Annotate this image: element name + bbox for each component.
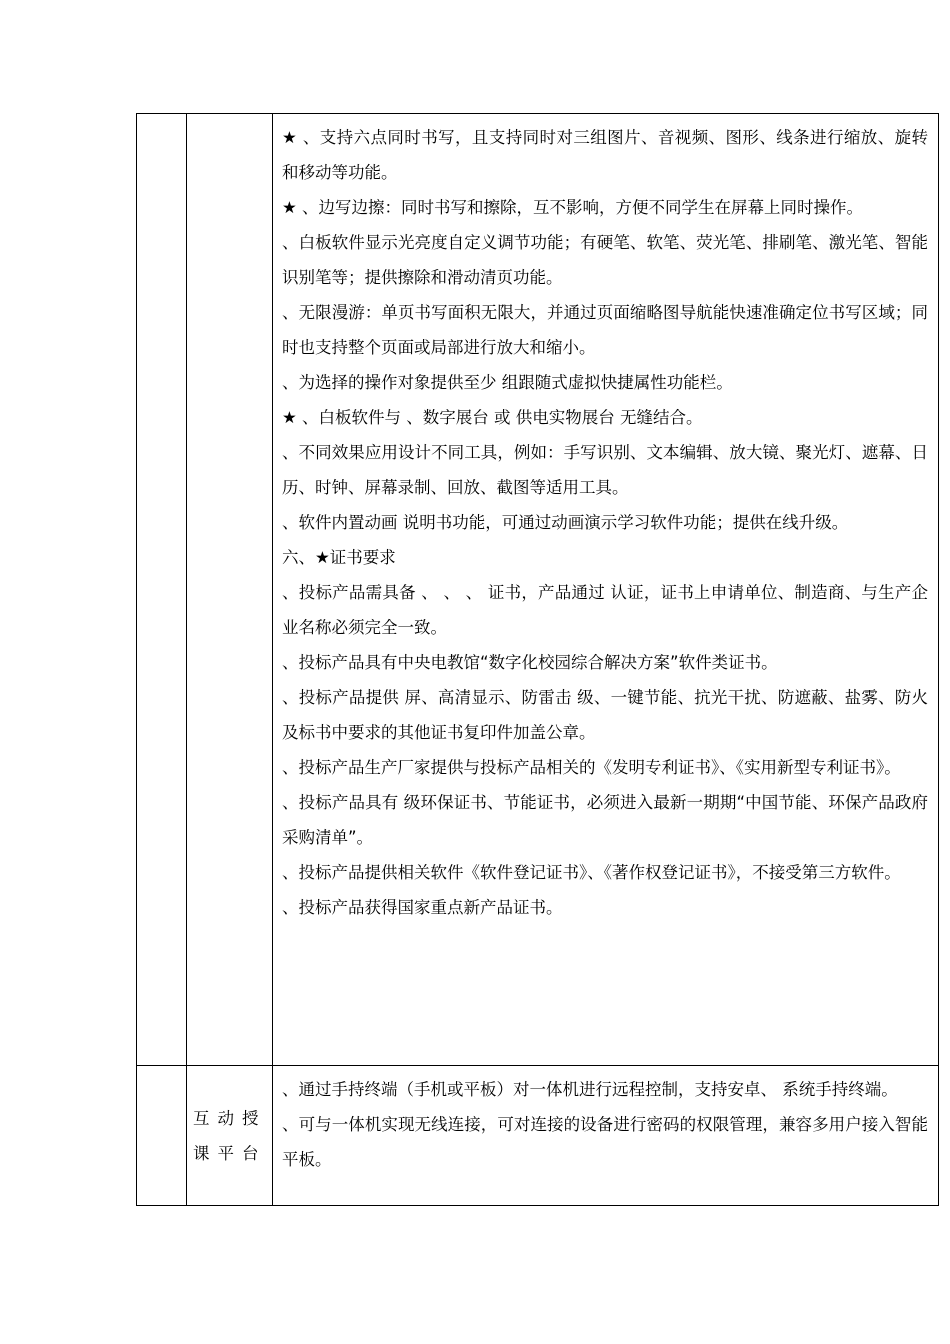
requirement-item: 、不同效果应用设计不同工具，例如：手写识别、文本编辑、放大镜、聚光灯、遮幕、日历、时钟、屏幕录制、回放、截图等适用工具。 — [282, 443, 928, 497]
requirement-cell — [273, 114, 939, 1066]
requirement-item: 、投标产品提供相关软件《软件登记证书》、《著作权登记证书》，不接受第三方软件。 — [282, 863, 901, 882]
requirement-item: 、无限漫游：单页书写面积无限大，并通过页面缩略图导航能快速准确定位书写区域；同时也支持整个页面或局部进行放大和缩小。 — [282, 303, 928, 357]
index-cell — [137, 114, 187, 1066]
requirement-item: 、为选择的操作对象提供至少 组跟随式虚拟快捷属性功能栏。 — [282, 373, 733, 392]
requirement-item: 、投标产品具有中央电教馆“数字化校园综合解决方案”软件类证书。 — [282, 653, 778, 672]
category-cell — [187, 1066, 273, 1206]
requirement-item: ★ 、白板软件与 、数字展台 或 供电实物展台 无缝结合。 — [282, 408, 703, 427]
index-cell — [137, 1066, 187, 1206]
requirement-item: 、投标产品提供 屏、高清显示、防雷击 级、一键节能、抗光干扰、防遮蔽、盐雾、防火及标书中要求的其他证书复印件加盖公章。 — [282, 688, 928, 742]
requirement-item: ★ 、支持六点同时书写，且支持同时对三组图片、音视频、图形、线条进行缩放、旋转和移动等功能。 — [282, 128, 928, 182]
requirement-item: 、投标产品生产厂家提供与投标产品相关的《发明专利证书》、《实用新型专利证书》。 — [282, 758, 901, 777]
table-row-whiteboard-software — [137, 114, 939, 1066]
table-row-interactive-platform — [137, 1066, 939, 1206]
spec-table — [136, 113, 939, 1206]
category-label: 互动授课平台 — [193, 1108, 267, 1163]
requirement-item: 、白板软件显示光亮度自定义调节功能；有硬笔、软笔、荧光笔、排刷笔、激光笔、智能识别笔等；提供擦除和滑动清页功能。 — [282, 233, 928, 287]
requirement-item: ★ 、边写边擦：同时书写和擦除，互不影响，方便不同学生在屏幕上同时操作。 — [282, 198, 864, 217]
requirement-item: 、通过手持终端（手机或平板）对一体机进行远程控制，支持安卓、 系统手持终端。 — [282, 1080, 898, 1099]
requirement-item: 、软件内置动画 说明书功能，可通过动画演示学习软件功能；提供在线升级。 — [282, 513, 849, 532]
category-cell — [187, 114, 273, 1066]
requirement-item: 、可与一体机实现无线连接，可对连接的设备进行密码的权限管理，兼容多用户接入智能平板。 — [282, 1115, 928, 1169]
section-heading: 六、★证书要求 — [282, 548, 396, 567]
requirement-cell — [273, 1066, 939, 1206]
requirement-item: 、投标产品需具备 、 、 、 证书，产品通过 认证，证书上申请单位、制造商、与生产企业名称必须完全一致。 — [282, 583, 928, 637]
requirement-item: 、投标产品获得国家重点新产品证书。 — [282, 898, 563, 917]
requirement-item: 、投标产品具有 级环保证书、节能证书，必须进入最新一期期“中国节能、环保产品政府采购清单”。 — [282, 793, 928, 847]
